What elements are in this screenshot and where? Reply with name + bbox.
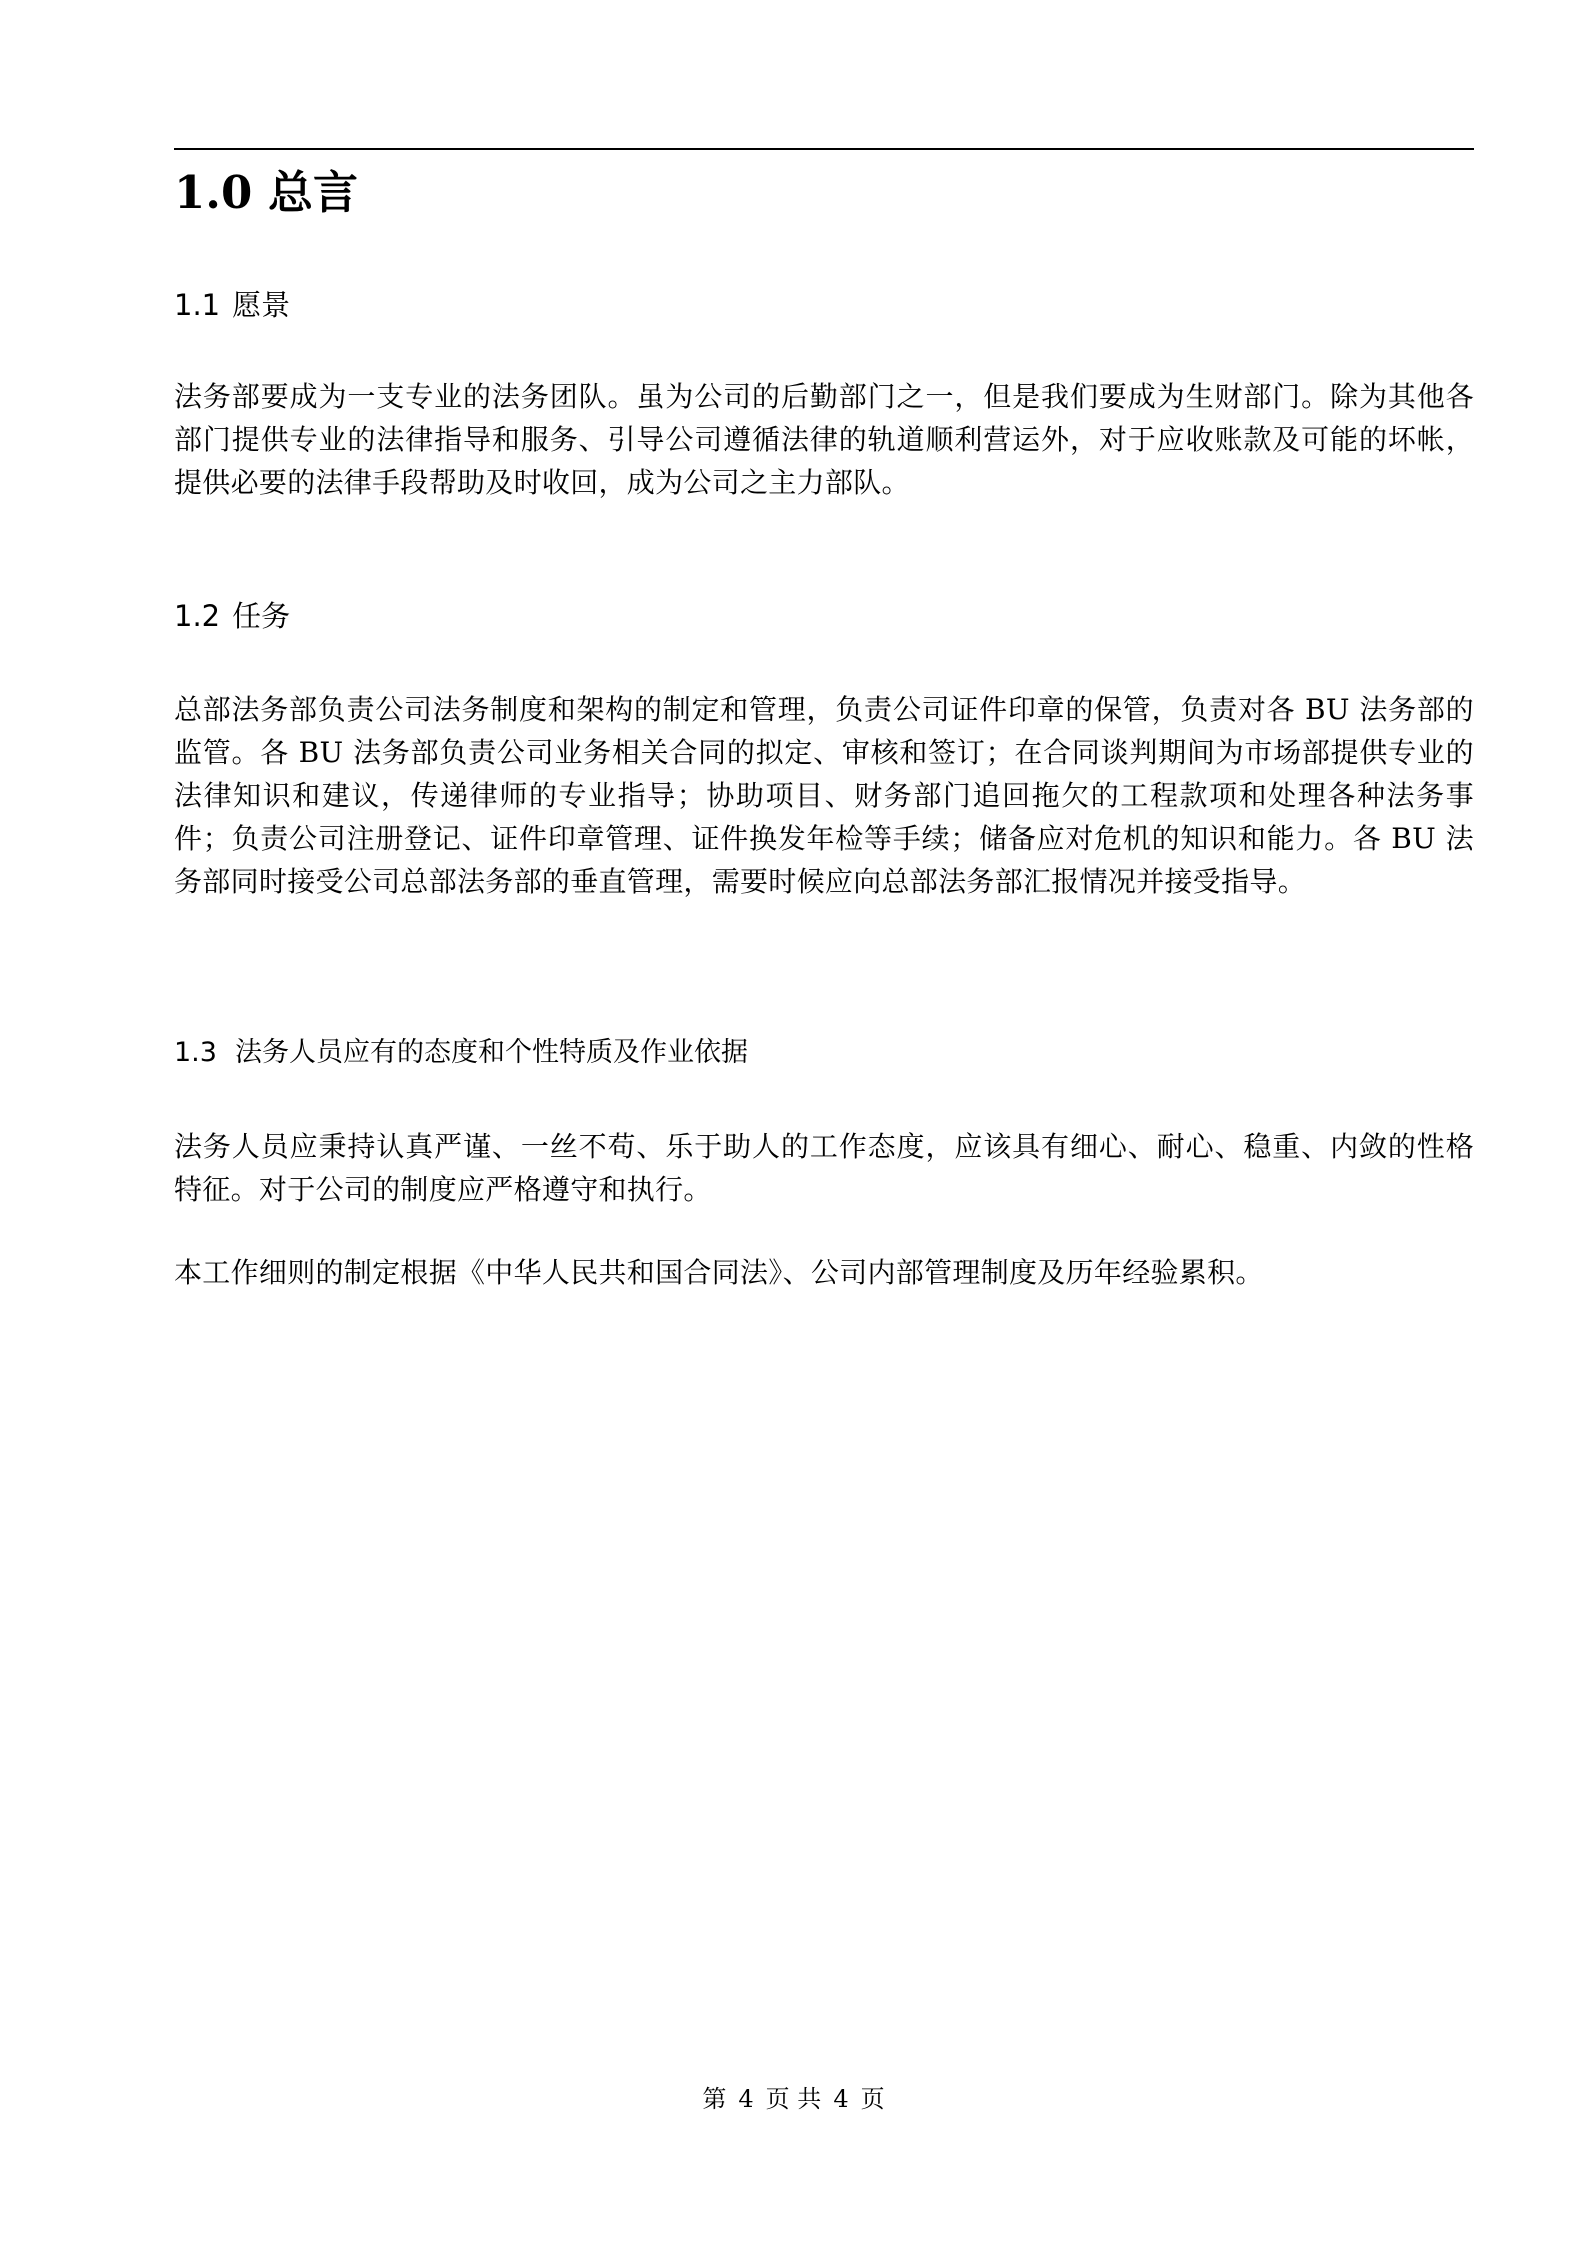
section-title: 任务	[232, 599, 291, 633]
footer-middle: 页 共	[765, 2085, 822, 2113]
basis-paragraph: 本工作细则的制定根据《中华人民共和国合同法》、公司内部管理制度及历年经验累积。	[174, 1256, 1264, 1289]
footer-current-page: 4	[738, 2085, 754, 2113]
section-heading-mission	[174, 596, 290, 636]
page-heading: 1.0 总言	[174, 166, 358, 219]
page-number-footer	[0, 2082, 1587, 2116]
header-rule	[174, 148, 1474, 150]
section-number: 1.1	[174, 288, 221, 322]
footer-prefix: 第	[702, 2085, 727, 2113]
section-heading-attitude	[174, 1033, 748, 1073]
section-title: 愿景	[232, 288, 291, 322]
footer-total-pages: 4	[833, 2085, 849, 2113]
section-number: 1.2	[174, 599, 221, 633]
section-heading-vision	[174, 285, 290, 325]
section-number: 1.3	[174, 1037, 217, 1068]
footer-suffix: 页	[860, 2085, 885, 2113]
mission-paragraph: 总部法务部负责公司法务制度和架构的制定和管理，负责公司证件印章的保管，负责对各 BU 法务部的监管。各 BU 法务部负责公司业务相关合同的拟定、审核和签订；在合同谈判期间为市场部提供专业的法律知识和建议，传递律师的专业指导；协助项目、财务部门追回拖欠的工程款项和处理各种法务事件；负责公司注册登记、证件印章管理、证件换发年检等手续；储备应对危机的知识和能力。各 BU 法务部同时接受公司总部法务部的垂直管理，需要时候应向总部法务部汇报情况并接受指导。	[174, 693, 1474, 898]
attitude-paragraph: 法务人员应秉持认真严谨、一丝不苟、乐于助人的工作态度，应该具有细心、耐心、稳重、内敛的性格特征。对于公司的制度应严格遵守和执行。	[174, 1130, 1474, 1206]
section-title: 法务人员应有的态度和个性特质及作业依据	[234, 1037, 748, 1068]
vision-paragraph: 法务部要成为一支专业的法务团队。虽为公司的后勤部门之一，但是我们要成为生财部门。除为其他各部门提供专业的法律指导和服务、引导公司遵循法律的轨道顺利营运外，对于应收账款及可能的坏帐，提供必要的法律手段帮助及时收回，成为公司之主力部队。	[174, 380, 1474, 499]
